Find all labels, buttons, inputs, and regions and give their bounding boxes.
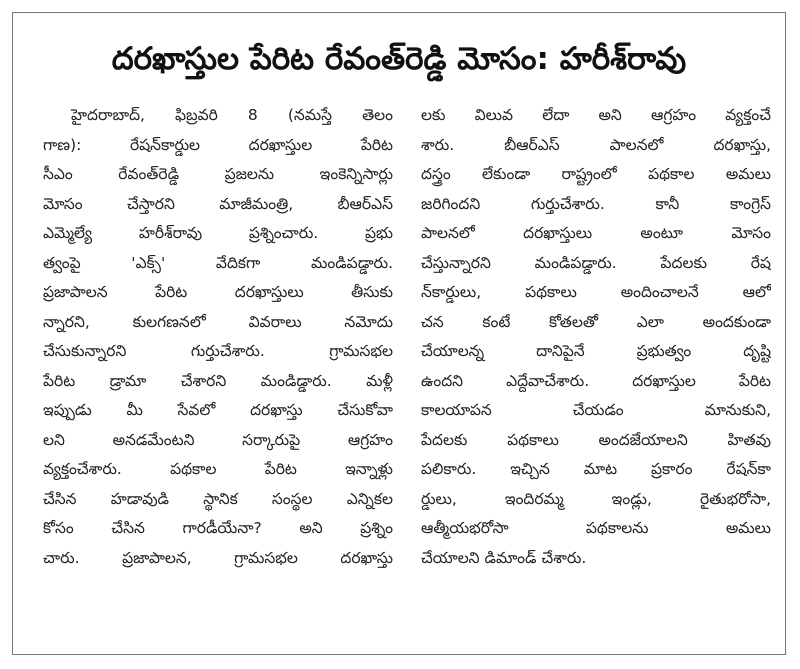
text-line: లని అనడమేంటని సర్కారుపై ఆగ్రహం bbox=[43, 430, 393, 449]
text-line: చేసిన హడావుడి స్థానిక సంస్థల ఎన్నికల bbox=[43, 489, 393, 508]
text-line: చేయాలని డిమాండ్‌ చేశారు. bbox=[421, 548, 587, 567]
text-line: ఎమ్మెల్యే హరీశ్‌రావు ప్రశ్నించారు. ప్రభు bbox=[43, 224, 393, 242]
text-line: శారు. బీఆర్‌ఎస్‌ పాలనలో దరఖాస్తు, bbox=[421, 135, 771, 154]
text-line: ప్రజాపాలన పేరిట దరఖాస్తులు తీసుకు bbox=[43, 283, 393, 301]
text-line: దస్త్రం లేకుండా రాష్ట్రంలో పథకాల అమలు bbox=[421, 165, 771, 183]
text-line: పేదలకు పథకాలు అందజేయాలని హితవు bbox=[421, 430, 771, 449]
text-line: గాణ): రేషన్‌కార్డుల దరఖాస్తుల పేరిట bbox=[43, 135, 393, 154]
text-line: ఇప్పుడు మీ సేవలో దరఖాస్తు చేసుకోవా bbox=[43, 401, 393, 419]
text-line: కాలయాపన చేయడం మానుకుని, bbox=[421, 401, 771, 419]
text-line: న్నారని, కులగణనలో వివరాలు నమోదు bbox=[43, 312, 393, 331]
text-line: సీఎం రేవంత్‌రెడ్డి ప్రజలను ఇంకెన్నిసార్లు bbox=[43, 165, 393, 183]
text-line: వ్యక్తంచేశారు. పథకాల పేరిట ఇన్నాళ్లు bbox=[43, 460, 393, 478]
text-line: చేస్తున్నారని మండిపడ్డారు. పేదలకు రేష bbox=[421, 253, 771, 272]
text-line: చారు. ప్రజాపాలన, గ్రామసభల దరఖాస్తు bbox=[43, 548, 393, 567]
text-line: పలికారు. ఇచ్చిన మాట ప్రకారం రేషన్‌కా bbox=[421, 460, 771, 478]
text-line: పాలనలో దరఖాస్తులు అంటూ మోసం bbox=[421, 224, 771, 242]
text-line: జరిగిందని గుర్తుచేశారు. కానీ కాంగ్రెస్‌ bbox=[421, 194, 771, 213]
article-frame bbox=[12, 12, 786, 655]
text-line: న్‌కార్డులు, పథకాలు అందించాలనే ఆలో bbox=[421, 283, 771, 301]
text-line: పేరిట డ్రామా చేశారని మండిడ్డారు. మళ్లీ bbox=[43, 371, 393, 390]
text-line: కోసం చేసిన గారడీయేనా? అని ప్రశ్నిం bbox=[43, 519, 393, 537]
text-line: ర్డులు, ఇందిరమ్మ ఇండ్లు, రైతుభరోసా, bbox=[421, 489, 771, 508]
article-headline: దరఖాస్తుల పేరిట రేవంత్‌రెడ్డి మోసం: హరీశ్‌రావు bbox=[111, 41, 687, 77]
text-line: మోసం చేస్తారని మాజీమంత్రి, బీఆర్‌ఎస్‌ bbox=[43, 194, 393, 213]
text-line: త్వంపై 'ఎక్స్‌' వేదికగా మండిపడ్డారు. bbox=[43, 253, 393, 272]
text-line: ఉందని ఎద్దేవాచేశారు. దరఖాస్తుల పేరిట bbox=[421, 371, 771, 390]
text-line: చన కంటే కోతలతో ఎలా అందకుండా bbox=[421, 312, 771, 331]
left-column bbox=[43, 101, 393, 573]
text-line: ఆత్మీయభరోసా పథకాలను అమలు bbox=[421, 519, 771, 537]
text-line: చేయాలన్న దానిపైనే ప్రభుత్వం దృష్టి bbox=[421, 342, 771, 360]
text-line: హైదరాబాద్‌, ఫిబ్రవరి 8 (నమస్తే తెలం bbox=[71, 106, 393, 124]
right-column bbox=[421, 101, 771, 573]
text-line: లకు విలువ లేదా అని ఆగ్రహం వ్యక్తంచే bbox=[421, 106, 771, 124]
text-line: చేసుకున్నారని గుర్తుచేశారు. గ్రామసభల bbox=[43, 342, 393, 360]
